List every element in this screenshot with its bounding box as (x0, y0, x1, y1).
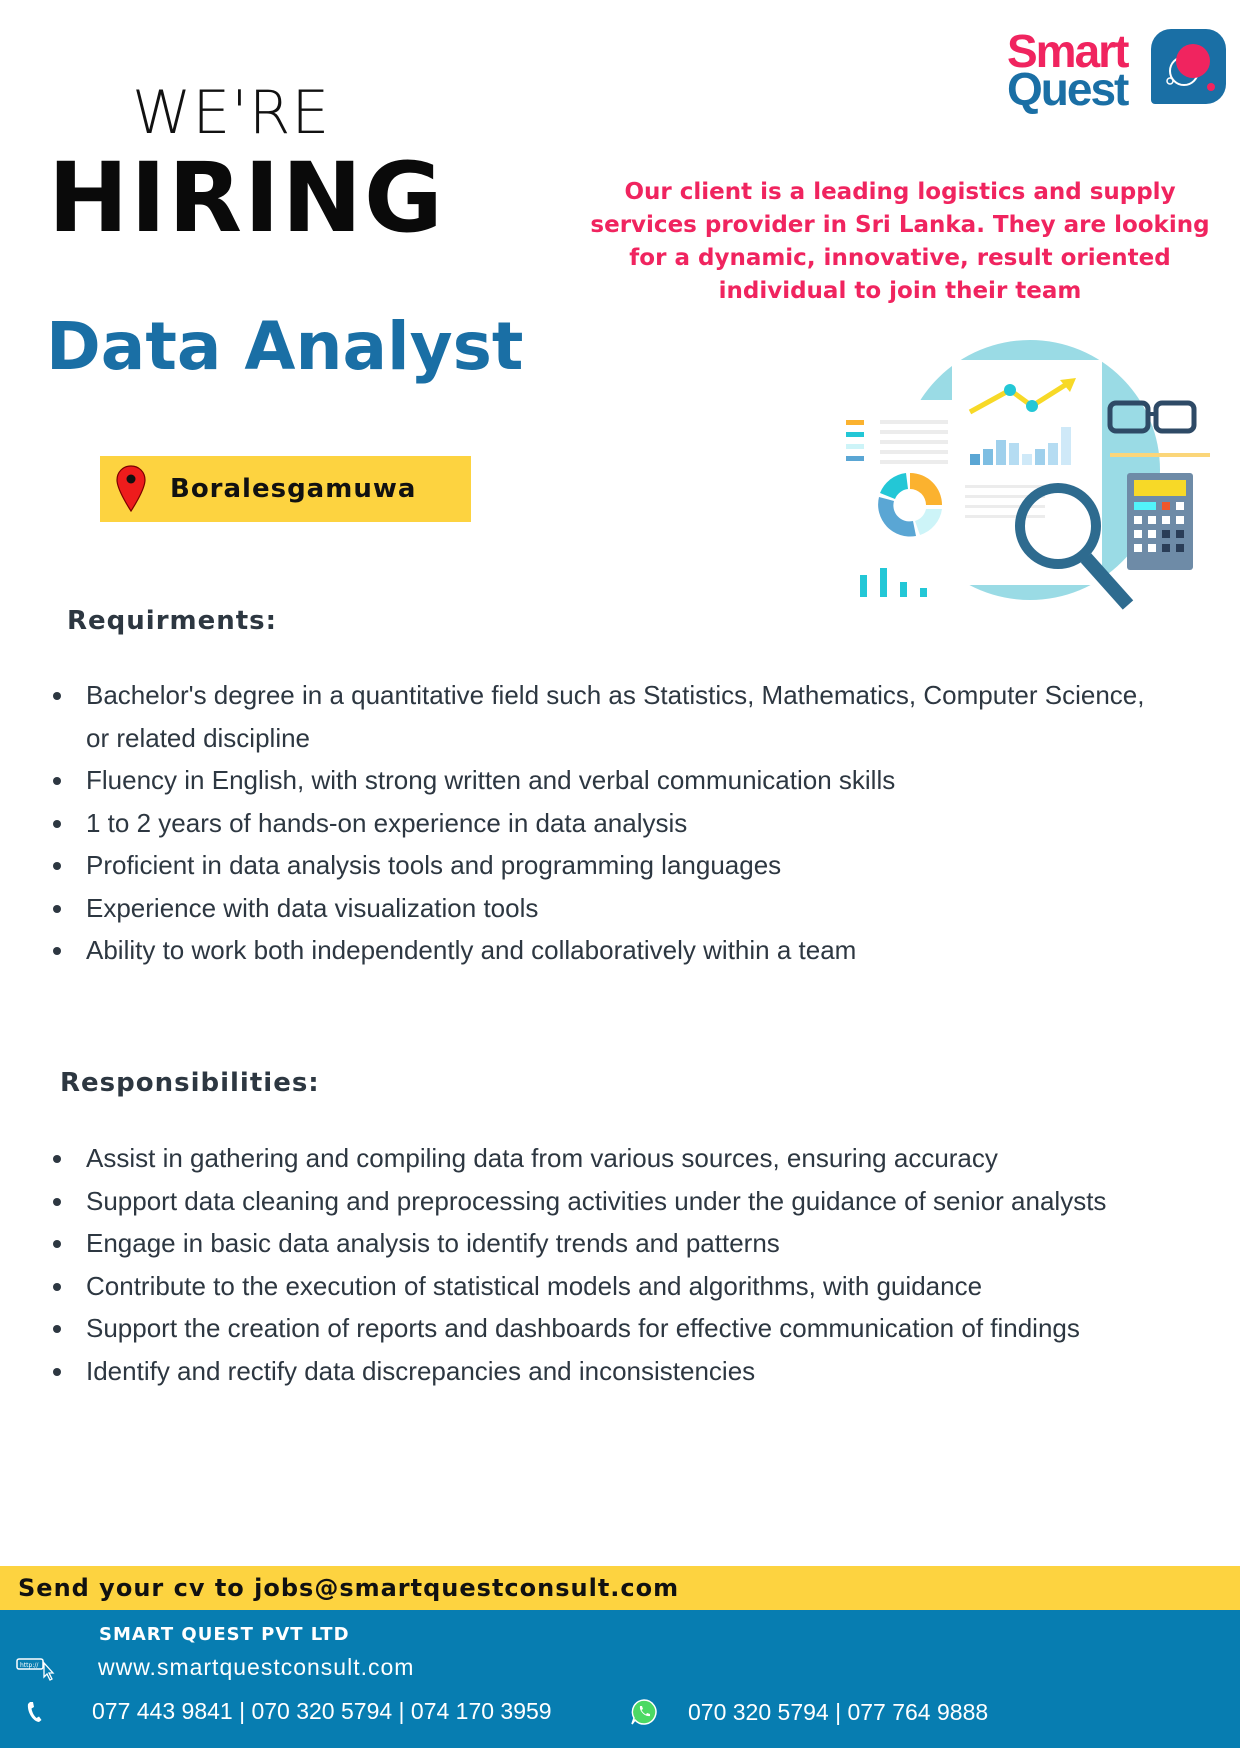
requirements-list (50, 674, 1170, 972)
requirement-item: Bachelor's degree in a quantitative field such as Statistics, Mathematics, Computer Science, or related discipline (50, 674, 1170, 759)
requirement-item: Ability to work both independently and collaboratively within a team (50, 929, 1170, 972)
svg-text:http://: http:// (20, 1661, 39, 1669)
location-badge (100, 456, 471, 522)
client-intro: Our client is a leading logistics and supply services provider in Sri Lanka. They are looking for a dynamic, innovative, result oriented individual to join their team (590, 179, 1210, 304)
whatsapp-row (630, 1698, 988, 1726)
responsibility-item: Contribute to the execution of statistical models and algorithms, with guidance (50, 1265, 1170, 1308)
contact-footer (0, 1610, 1240, 1748)
smart-quest-logo (1004, 25, 1226, 115)
website-row (16, 1654, 414, 1681)
requirement-item: Experience with data visualization tools (50, 887, 1170, 930)
hiring-heading: HIRING (48, 142, 445, 254)
responsibility-item: Engage in basic data analysis to identify trends and patterns (50, 1222, 1170, 1265)
logo-mark-icon (1151, 29, 1226, 104)
calculator-icon (1127, 473, 1193, 570)
website-link[interactable]: www.smartquestconsult.com (98, 1654, 415, 1680)
requirements-heading: Requirments: (67, 606, 278, 636)
responsibility-item: Assist in gathering and compiling data from various sources, ensuring accuracy (50, 1137, 1170, 1180)
responsibility-item: Support data cleaning and preprocessing activities under the guidance of senior analysts (50, 1180, 1170, 1223)
job-title: Data Analyst (46, 308, 524, 385)
requirement-item: Fluency in English, with strong written and verbal communication skills (50, 759, 1170, 802)
responsibility-item: Identify and rectify data discrepancies and inconsistencies (50, 1350, 1170, 1393)
whatsapp-numbers[interactable]: 070 320 5794 | 077 764 9888 (688, 1698, 989, 1725)
location-text: Boralesgamuwa (170, 474, 417, 504)
data-analysis-illustration (820, 330, 1220, 630)
logo-text-quest: Quest (1007, 63, 1128, 115)
requirement-item: Proficient in data analysis tools and programming languages (50, 844, 1170, 887)
logo-text-smart: Smart (1007, 25, 1128, 77)
send-cv-text[interactable]: Send your cv to jobs@smartquestconsult.com (18, 1574, 680, 1602)
web-link-icon (16, 1655, 58, 1681)
requirement-item: 1 to 2 years of hands-on experience in data analysis (50, 802, 1170, 845)
responsibility-item: Support the creation of reports and dashboards for effective communication of findings (50, 1307, 1170, 1350)
pencil-icon (1110, 453, 1210, 457)
phone-row (26, 1698, 552, 1725)
whatsapp-icon (630, 1698, 658, 1726)
responsibilities-list (50, 1137, 1170, 1392)
map-pin-icon (116, 465, 146, 513)
were-heading: WE'RE (132, 78, 331, 148)
responsibilities-heading: Responsibilities: (60, 1068, 320, 1098)
send-cv-banner (0, 1566, 1240, 1610)
phone-icon (26, 1701, 42, 1723)
company-name: SMART QUEST PVT LTD (99, 1624, 350, 1645)
phone-numbers[interactable]: 077 443 9841 | 070 320 5794 | 074 170 3959 (92, 1698, 552, 1724)
